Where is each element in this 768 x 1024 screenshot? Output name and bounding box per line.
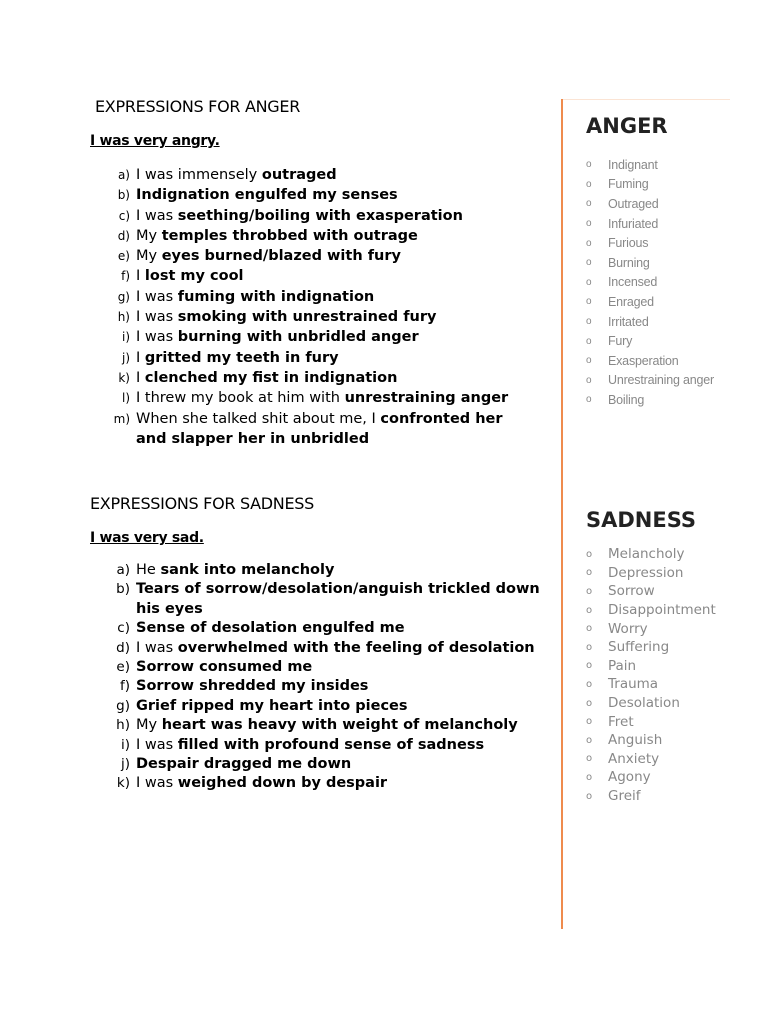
list-item	[92, 287, 532, 307]
emphasized-phrase: confronted her and slapper her in unbridled	[136, 410, 503, 447]
sidebar-word-item	[586, 694, 716, 713]
list-item-letter: i)	[120, 736, 130, 753]
list-item-text	[136, 736, 542, 755]
list-item-letter: e)	[116, 659, 130, 676]
list-item	[92, 736, 542, 755]
circle-bullet-icon: o	[586, 276, 592, 288]
sidebar-top-divider	[563, 99, 730, 100]
list-item-text	[136, 165, 532, 185]
sidebar-word-item	[586, 731, 716, 750]
emphasized-phrase: temples throbbed with outrage	[161, 227, 418, 244]
sidebar-word-item	[586, 253, 714, 273]
sidebar-word-item	[586, 292, 714, 312]
circle-bullet-icon: o	[586, 678, 593, 690]
list-item-text	[136, 677, 542, 696]
list-item-text	[136, 226, 532, 246]
list-item	[92, 206, 532, 226]
emphasized-phrase: Tears of sorrow/desolation/anguish trickled down his eyes	[136, 581, 540, 617]
sidebar-word-item	[586, 619, 716, 638]
list-item-text	[136, 561, 542, 580]
sidebar-anger-word-list	[586, 155, 714, 410]
emphasized-phrase: burning with unbridled anger	[177, 329, 419, 346]
list-item	[92, 639, 542, 658]
list-item-text	[136, 388, 532, 408]
anger-expressions-list	[92, 165, 532, 449]
sidebar-anger-title: ANGER	[586, 114, 668, 138]
sidebar-word: Incensed	[608, 275, 658, 290]
list-item	[92, 165, 532, 185]
list-item-text	[136, 774, 542, 793]
list-item	[92, 409, 532, 450]
sidebar-sadness-word-list	[586, 545, 716, 805]
list-item-text	[136, 368, 532, 388]
sidebar-word-item	[586, 787, 716, 806]
emphasized-phrase: Grief ripped my heart into pieces	[136, 697, 408, 714]
sidebar-word: Anguish	[608, 732, 663, 749]
sidebar-word-item	[586, 750, 716, 769]
emphasized-phrase: outraged	[261, 167, 337, 183]
plain-phrase: My	[136, 227, 162, 244]
plain-phrase: I was	[136, 775, 178, 792]
sidebar-word: Sorrow	[608, 583, 655, 600]
sidebar-word-item	[586, 194, 714, 214]
list-item-text	[136, 619, 542, 638]
sidebar-word: Anxiety	[608, 750, 660, 767]
sidebar-word-item	[586, 214, 714, 234]
sidebar-word: Furious	[608, 236, 649, 251]
sidebar-word: Disappointment	[608, 602, 716, 619]
circle-bullet-icon: o	[586, 296, 592, 308]
circle-bullet-icon: o	[586, 604, 593, 616]
plain-phrase: I threw my book at him with	[136, 390, 345, 407]
plain-phrase: I was	[136, 329, 178, 346]
sidebar-word: Melancholy	[608, 546, 685, 563]
plain-phrase: I was	[136, 207, 178, 224]
list-item-text	[136, 580, 542, 619]
list-item	[92, 348, 532, 368]
sidebar-word: Greif	[608, 788, 641, 805]
emphasized-phrase: Sorrow shredded my insides	[136, 678, 369, 695]
sadness-subheading: I was very sad.	[90, 530, 204, 546]
circle-bullet-icon: o	[586, 790, 593, 802]
list-item-text	[136, 246, 532, 266]
sidebar-word: Depression	[608, 564, 684, 581]
sidebar-word: Pain	[608, 657, 637, 674]
list-item-letter: f)	[119, 678, 130, 695]
emphasized-phrase: seething/boiling with exasperation	[177, 207, 463, 224]
list-item	[92, 388, 532, 408]
sidebar-word: Suffering	[608, 639, 670, 656]
circle-bullet-icon: o	[586, 159, 592, 171]
emphasized-phrase: filled with profound sense of sadness	[177, 736, 485, 753]
list-item-letter: i)	[121, 330, 130, 345]
list-item-letter: k)	[118, 370, 130, 385]
sidebar-word-item	[586, 312, 714, 332]
sidebar-word: Agony	[608, 769, 651, 786]
list-item	[92, 716, 542, 735]
sidebar-word-item	[586, 273, 714, 293]
plain-phrase: I was immensely	[136, 167, 262, 183]
circle-bullet-icon: o	[586, 641, 593, 653]
list-item	[92, 226, 532, 246]
sidebar-word: Boiling	[608, 392, 645, 407]
list-item-text	[136, 348, 532, 368]
circle-bullet-icon: o	[586, 734, 593, 746]
emphasized-phrase: fuming with indignation	[177, 288, 375, 305]
plain-phrase: I	[136, 349, 145, 366]
emphasized-phrase: gritted my teeth in fury	[144, 349, 339, 366]
list-item	[92, 755, 542, 774]
sidebar-word-item	[586, 371, 714, 391]
sidebar-word-item	[586, 601, 716, 620]
list-item	[92, 580, 542, 619]
plain-phrase: My	[136, 248, 162, 265]
emphasized-phrase: overwhelmed with the feeling of desolation	[177, 639, 535, 656]
circle-bullet-icon: o	[586, 374, 592, 386]
sidebar-word: Indignant	[608, 157, 658, 172]
emphasized-phrase: eyes burned/blazed with fury	[161, 248, 401, 265]
list-item	[92, 658, 542, 677]
sidebar-word: Irritated	[608, 314, 649, 329]
sidebar-word-item	[586, 564, 716, 583]
list-item-text	[136, 716, 542, 735]
list-item-letter: a)	[117, 168, 130, 182]
sadness-expressions-list	[92, 561, 542, 794]
circle-bullet-icon: o	[586, 716, 593, 728]
list-item-letter: g)	[117, 289, 130, 304]
sidebar-sadness-title: SADNESS	[586, 508, 697, 532]
list-item-text	[136, 409, 532, 450]
list-item-text	[136, 755, 542, 774]
plain-phrase: I was	[136, 639, 178, 656]
sidebar-word-item	[586, 155, 714, 175]
list-item-letter: g)	[116, 697, 130, 714]
emphasized-phrase: weighed down by despair	[177, 775, 388, 792]
emphasized-phrase: Sense of desolation engulfed me	[136, 620, 405, 637]
list-item-letter: a)	[116, 562, 130, 578]
plain-phrase: When she talked shit about me, I	[136, 410, 381, 427]
list-item	[92, 368, 532, 388]
list-item	[92, 697, 542, 716]
list-item	[92, 774, 542, 793]
sidebar-word-item	[586, 768, 716, 787]
list-item-letter: c)	[118, 208, 130, 223]
plain-phrase: My	[136, 717, 162, 734]
sidebar-word: Burning	[608, 255, 650, 270]
sidebar-word-item	[586, 175, 714, 195]
circle-bullet-icon: o	[586, 257, 592, 269]
circle-bullet-icon: o	[586, 178, 592, 190]
sidebar-word-item	[586, 582, 716, 601]
circle-bullet-icon: o	[586, 237, 592, 249]
list-item	[92, 561, 542, 580]
emphasized-phrase: lost my cool	[144, 268, 244, 285]
list-item-text	[136, 658, 542, 677]
circle-bullet-icon: o	[586, 355, 592, 367]
plain-phrase: I was	[136, 736, 178, 753]
plain-phrase: I	[136, 268, 145, 285]
circle-bullet-icon: o	[586, 548, 593, 560]
emphasized-phrase: sank into melancholy	[160, 562, 335, 578]
list-item-text	[136, 639, 542, 658]
sidebar-word: Fuming	[608, 177, 649, 192]
circle-bullet-icon: o	[586, 771, 593, 783]
list-item	[92, 677, 542, 696]
list-item	[92, 266, 532, 286]
list-item-letter: j)	[120, 756, 130, 773]
list-item-letter: f)	[121, 269, 130, 284]
sidebar-word: Outraged	[608, 196, 659, 211]
sidebar-word-item	[586, 390, 714, 410]
circle-bullet-icon: o	[586, 335, 592, 347]
list-item	[92, 619, 542, 638]
list-item-letter: h)	[116, 717, 130, 734]
circle-bullet-icon: o	[586, 753, 593, 765]
circle-bullet-icon: o	[586, 316, 592, 328]
list-item-letter: k)	[116, 775, 130, 792]
list-item-letter: j)	[121, 350, 130, 365]
list-item	[92, 307, 532, 327]
list-item-letter: b)	[117, 188, 130, 203]
list-item	[92, 185, 532, 205]
list-item-letter: l)	[121, 391, 130, 406]
list-item-letter: d)	[117, 228, 130, 243]
circle-bullet-icon: o	[586, 623, 593, 635]
anger-subheading: I was very angry.	[90, 133, 220, 149]
plain-phrase: I	[136, 369, 145, 386]
list-item-letter: c)	[117, 620, 130, 637]
circle-bullet-icon: o	[586, 218, 592, 230]
circle-bullet-icon: o	[586, 660, 593, 672]
emphasized-phrase: unrestraining anger	[344, 390, 509, 407]
list-item-text	[136, 307, 532, 327]
list-item-letter: d)	[116, 639, 130, 656]
list-item	[92, 246, 532, 266]
sidebar-word: Worry	[608, 620, 648, 637]
sidebar-word: Unrestraining anger	[608, 373, 714, 388]
sadness-section-title: EXPRESSIONS FOR SADNESS	[90, 494, 314, 513]
list-item-text	[136, 266, 532, 286]
sidebar-word-item	[586, 331, 714, 351]
sidebar-accent-line	[561, 99, 563, 929]
plain-phrase: He	[136, 562, 161, 578]
circle-bullet-icon: o	[586, 198, 592, 210]
sidebar-word-item	[586, 233, 714, 253]
list-item	[92, 327, 532, 347]
plain-phrase: I was	[136, 288, 178, 305]
sidebar-word-item	[586, 657, 716, 676]
sidebar-word: Infuriated	[608, 216, 659, 231]
list-item-text	[136, 206, 532, 226]
list-item-letter: b)	[116, 581, 130, 598]
sidebar-word-item	[586, 545, 716, 564]
circle-bullet-icon: o	[586, 394, 592, 406]
anger-section-title: EXPRESSIONS FOR ANGER	[95, 97, 301, 116]
sidebar-word-item	[586, 351, 714, 371]
sidebar-word: Enraged	[608, 294, 654, 309]
list-item-text	[136, 287, 532, 307]
emphasized-phrase: Sorrow consumed me	[136, 659, 313, 676]
list-item-text	[136, 185, 532, 205]
list-item-letter: m)	[113, 411, 130, 426]
sidebar-word: Trauma	[608, 676, 659, 693]
emphasized-phrase: Indignation engulfed my senses	[136, 187, 398, 204]
emphasized-phrase: smoking with unrestrained fury	[177, 309, 437, 326]
sidebar-word-item	[586, 638, 716, 657]
list-item-text	[136, 327, 532, 347]
emphasized-phrase: Despair dragged me down	[136, 756, 352, 773]
circle-bullet-icon: o	[586, 567, 593, 579]
list-item-letter: h)	[117, 310, 130, 325]
circle-bullet-icon: o	[586, 697, 593, 709]
sidebar-word: Fret	[608, 713, 634, 730]
sidebar-word: Exasperation	[608, 353, 679, 368]
circle-bullet-icon: o	[586, 585, 593, 597]
sidebar-word: Fury	[608, 334, 633, 349]
sidebar-word-item	[586, 675, 716, 694]
list-item-letter: e)	[117, 249, 130, 264]
sidebar-word: Desolation	[608, 695, 680, 712]
emphasized-phrase: clenched my fist in indignation	[144, 369, 398, 386]
plain-phrase: I was	[136, 309, 178, 326]
emphasized-phrase: heart was heavy with weight of melancholy	[161, 717, 518, 734]
list-item-text	[136, 697, 542, 716]
sidebar-word-item	[586, 712, 716, 731]
